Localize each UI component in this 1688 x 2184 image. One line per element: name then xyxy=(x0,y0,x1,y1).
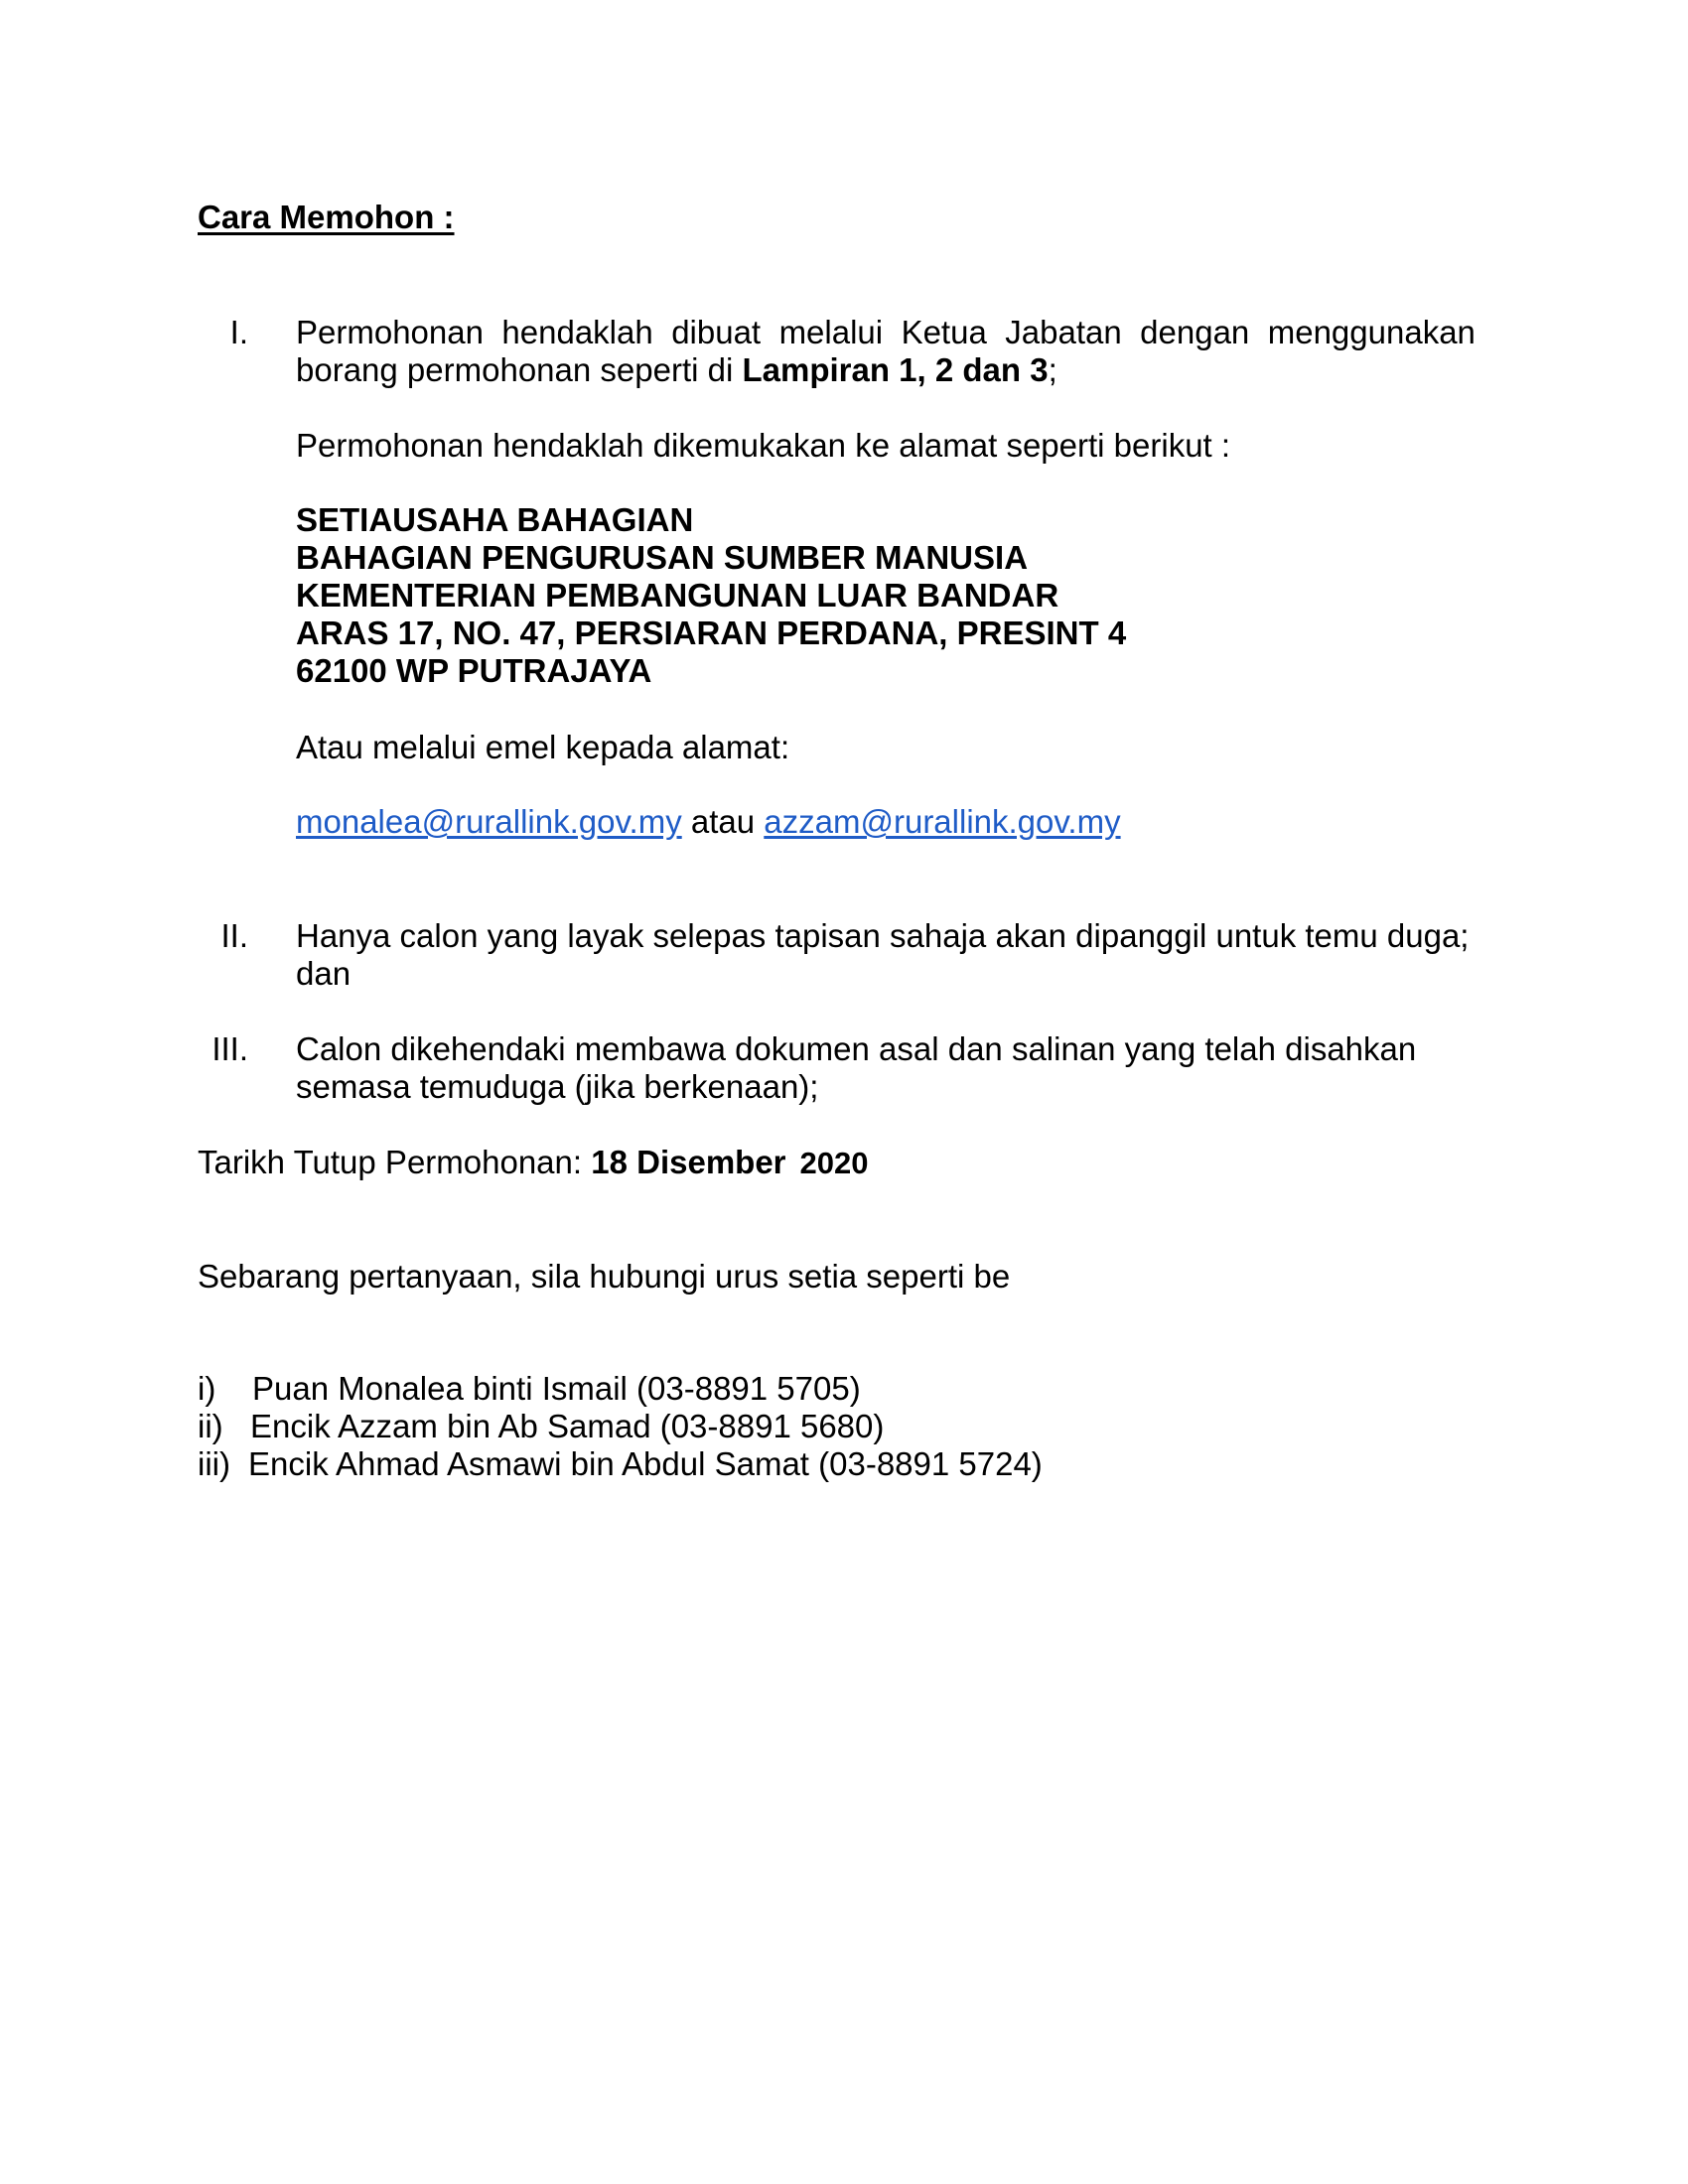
closing-date-label: Tarikh Tutup Permohonan: xyxy=(198,1144,592,1180)
attachment-reference: Lampiran 1, 2 dan 3 xyxy=(742,351,1049,388)
email-line xyxy=(296,803,1121,841)
item-2-numeral: II. xyxy=(220,917,248,954)
item-1-line-1 xyxy=(296,314,1476,351)
email-intro: Atau melalui emel kepada alamat: xyxy=(296,729,790,765)
email-link-azzam[interactable]: azzam@rurallink.gov.my xyxy=(764,803,1121,840)
address-line-2: BAHAGIAN PENGURUSAN SUMBER MANUSIA xyxy=(296,539,1029,576)
word: Permohonan xyxy=(296,314,484,350)
word: menggunakan xyxy=(1267,314,1476,350)
email-link-monalea[interactable]: monalea@rurallink.gov.my xyxy=(296,803,682,840)
address-line-5: 62100 WP PUTRAJAYA xyxy=(296,652,652,689)
item-3-line-1: Calon dikehendaki membawa dokumen asal dan salinan yang telah disahkan xyxy=(296,1030,1417,1067)
item-1-line-2-end: ; xyxy=(1048,351,1057,388)
word: hendaklah xyxy=(501,314,653,350)
word: dengan xyxy=(1140,314,1250,350)
item-1-line-2-text: borang permohonan seperti di xyxy=(296,351,743,388)
contact-marker: i) xyxy=(198,1370,216,1407)
word: Ketua xyxy=(901,314,987,350)
contact-text: Puan Monalea binti Ismail (03-8891 5705) xyxy=(252,1370,861,1407)
item-3-line-2: semasa temuduga (jika berkenaan); xyxy=(296,1068,819,1105)
inquiry-text: Sebarang pertanyaan, sila hubungi urus setia seperti be xyxy=(198,1258,1011,1295)
contact-item xyxy=(198,1408,884,1445)
address-line-3: KEMENTERIAN PEMBANGUNAN LUAR BANDAR xyxy=(296,577,1059,614)
address-line-1: SETIAUSAHA BAHAGIAN xyxy=(296,501,694,538)
item-2-line-1: Hanya calon yang layak selepas tapisan sahaja akan dipanggil untuk temu duga; xyxy=(296,917,1470,954)
contact-text: Encik Azzam bin Ab Samad (03-8891 5680) xyxy=(250,1408,885,1444)
contact-item xyxy=(198,1445,1043,1483)
contact-marker: iii) xyxy=(198,1445,230,1482)
closing-date xyxy=(198,1144,868,1182)
email-separator: atau xyxy=(681,803,765,840)
closing-date-day-month: 18 Disember xyxy=(591,1144,786,1180)
page-heading: Cara Memohon : xyxy=(198,199,455,235)
contact-item xyxy=(198,1370,861,1408)
word: Jabatan xyxy=(1005,314,1122,350)
closing-date-year: 2020 xyxy=(799,1146,869,1180)
item-1-line-2 xyxy=(296,351,1057,389)
item-1-numeral: I. xyxy=(229,314,248,350)
contact-text: Encik Ahmad Asmawi bin Abdul Samat (03-8891 5724) xyxy=(248,1445,1043,1482)
item-3-numeral: III. xyxy=(211,1030,248,1067)
address-intro: Permohonan hendaklah dikemukakan ke alamat seperti berikut : xyxy=(296,427,1231,464)
item-2-line-2: dan xyxy=(296,955,352,992)
address-line-4: ARAS 17, NO. 47, PERSIARAN PERDANA, PRESINT 4 xyxy=(296,614,1127,651)
word: dibuat xyxy=(671,314,762,350)
contact-marker: ii) xyxy=(198,1408,223,1444)
word: melalui xyxy=(778,314,884,350)
